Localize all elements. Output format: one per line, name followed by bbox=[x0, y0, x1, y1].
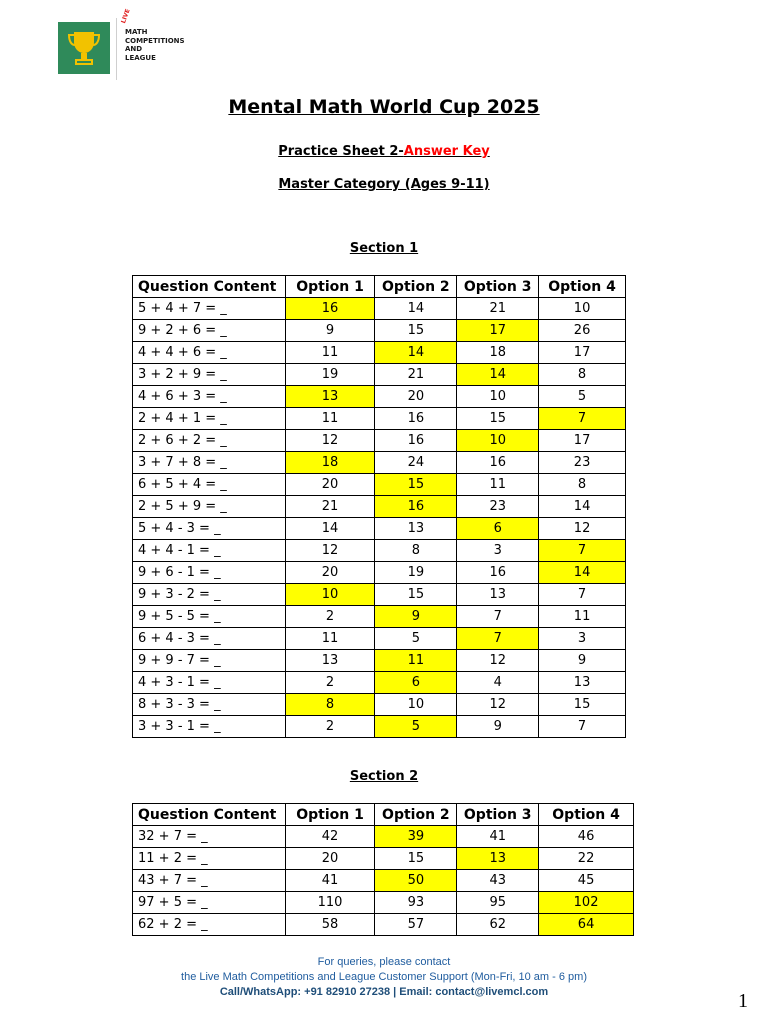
option-cell: 43 bbox=[457, 870, 539, 892]
option-cell: 13 bbox=[375, 518, 457, 540]
correct-option-cell: 17 bbox=[457, 320, 539, 342]
table-row bbox=[133, 694, 626, 716]
question-cell: 32 + 7 = _ bbox=[133, 826, 286, 848]
correct-option-cell: 15 bbox=[375, 474, 457, 496]
option-cell: 21 bbox=[375, 364, 457, 386]
correct-option-cell: 10 bbox=[285, 584, 375, 606]
option-cell: 17 bbox=[539, 342, 626, 364]
question-cell: 4 + 6 + 3 = _ bbox=[133, 386, 286, 408]
logo-live-text: LIVE bbox=[120, 8, 132, 25]
option-cell: 14 bbox=[285, 518, 375, 540]
question-cell: 5 + 4 - 3 = _ bbox=[133, 518, 286, 540]
option-cell: 20 bbox=[375, 386, 457, 408]
option-cell: 95 bbox=[457, 892, 539, 914]
option-cell: 41 bbox=[457, 826, 539, 848]
category-label: Master Category (Ages 9-11) bbox=[278, 177, 490, 192]
table-row bbox=[133, 386, 626, 408]
option-cell: 12 bbox=[539, 518, 626, 540]
table-row bbox=[133, 474, 626, 496]
option-cell: 16 bbox=[457, 562, 539, 584]
table-row bbox=[133, 606, 626, 628]
option-cell: 62 bbox=[457, 914, 539, 936]
question-cell: 4 + 3 - 1 = _ bbox=[133, 672, 286, 694]
header-option-2: Option 2 bbox=[375, 276, 457, 298]
option-cell: 2 bbox=[285, 716, 375, 738]
correct-option-cell: 64 bbox=[539, 914, 634, 936]
question-cell: 9 + 2 + 6 = _ bbox=[133, 320, 286, 342]
question-cell: 2 + 4 + 1 = _ bbox=[133, 408, 286, 430]
option-cell: 15 bbox=[375, 584, 457, 606]
question-cell: 11 + 2 = _ bbox=[133, 848, 286, 870]
option-cell: 12 bbox=[457, 650, 539, 672]
option-cell: 4 bbox=[457, 672, 539, 694]
correct-option-cell: 7 bbox=[539, 408, 626, 430]
option-cell: 11 bbox=[457, 474, 539, 496]
option-cell: 19 bbox=[285, 364, 375, 386]
table-row bbox=[133, 584, 626, 606]
header-row bbox=[133, 276, 626, 298]
option-cell: 16 bbox=[375, 408, 457, 430]
option-cell: 9 bbox=[285, 320, 375, 342]
option-cell: 21 bbox=[457, 298, 539, 320]
correct-option-cell: 6 bbox=[457, 518, 539, 540]
table-row bbox=[133, 870, 634, 892]
correct-option-cell: 7 bbox=[539, 540, 626, 562]
option-cell: 23 bbox=[457, 496, 539, 518]
table-row bbox=[133, 320, 626, 342]
option-cell: 10 bbox=[457, 386, 539, 408]
option-cell: 19 bbox=[375, 562, 457, 584]
option-cell: 8 bbox=[539, 364, 626, 386]
option-cell: 15 bbox=[457, 408, 539, 430]
option-cell: 5 bbox=[539, 386, 626, 408]
option-cell: 14 bbox=[539, 496, 626, 518]
header-option-1: Option 1 bbox=[285, 276, 375, 298]
table-row bbox=[133, 914, 634, 936]
option-cell: 21 bbox=[285, 496, 375, 518]
option-cell: 13 bbox=[457, 584, 539, 606]
table-row bbox=[133, 826, 634, 848]
table-row bbox=[133, 540, 626, 562]
option-cell: 110 bbox=[285, 892, 375, 914]
option-cell: 20 bbox=[285, 562, 375, 584]
subtitle-prefix: Practice Sheet 2- bbox=[278, 144, 404, 159]
option-cell: 3 bbox=[457, 540, 539, 562]
header-question-content: Question Content bbox=[133, 804, 286, 826]
correct-option-cell: 14 bbox=[457, 364, 539, 386]
option-cell: 15 bbox=[375, 848, 457, 870]
correct-option-cell: 6 bbox=[375, 672, 457, 694]
question-cell: 5 + 4 + 7 = _ bbox=[133, 298, 286, 320]
question-cell: 97 + 5 = _ bbox=[133, 892, 286, 914]
option-cell: 12 bbox=[457, 694, 539, 716]
option-cell: 11 bbox=[285, 628, 375, 650]
option-cell: 10 bbox=[375, 694, 457, 716]
table-row bbox=[133, 298, 626, 320]
option-cell: 7 bbox=[457, 606, 539, 628]
header-option-2: Option 2 bbox=[375, 804, 457, 826]
option-cell: 57 bbox=[375, 914, 457, 936]
correct-option-cell: 5 bbox=[375, 716, 457, 738]
correct-option-cell: 14 bbox=[539, 562, 626, 584]
header-row bbox=[133, 804, 634, 826]
header-option-3: Option 3 bbox=[457, 804, 539, 826]
option-cell: 45 bbox=[539, 870, 634, 892]
trophy-icon bbox=[58, 22, 110, 74]
option-cell: 20 bbox=[285, 474, 375, 496]
question-cell: 3 + 2 + 9 = _ bbox=[133, 364, 286, 386]
correct-option-cell: 10 bbox=[457, 430, 539, 452]
option-cell: 11 bbox=[285, 342, 375, 364]
correct-option-cell: 16 bbox=[375, 496, 457, 518]
table-row bbox=[133, 716, 626, 738]
question-cell: 9 + 6 - 1 = _ bbox=[133, 562, 286, 584]
option-cell: 11 bbox=[539, 606, 626, 628]
correct-option-cell: 102 bbox=[539, 892, 634, 914]
table-row bbox=[133, 672, 626, 694]
brand-logo bbox=[58, 8, 185, 80]
question-cell: 3 + 3 - 1 = _ bbox=[133, 716, 286, 738]
header-option-4: Option 4 bbox=[539, 276, 626, 298]
option-cell: 15 bbox=[375, 320, 457, 342]
table-row bbox=[133, 848, 634, 870]
table-row bbox=[133, 408, 626, 430]
option-cell: 15 bbox=[539, 694, 626, 716]
option-cell: 26 bbox=[539, 320, 626, 342]
practice-sheet-subtitle bbox=[0, 144, 768, 159]
section-1-title: Section 1 bbox=[349, 241, 419, 256]
option-cell: 41 bbox=[285, 870, 375, 892]
correct-option-cell: 7 bbox=[457, 628, 539, 650]
option-cell: 3 bbox=[539, 628, 626, 650]
option-cell: 17 bbox=[539, 430, 626, 452]
question-cell: 6 + 4 - 3 = _ bbox=[133, 628, 286, 650]
question-cell: 9 + 3 - 2 = _ bbox=[133, 584, 286, 606]
question-cell: 6 + 5 + 4 = _ bbox=[133, 474, 286, 496]
correct-option-cell: 16 bbox=[285, 298, 375, 320]
table-row bbox=[133, 342, 626, 364]
option-cell: 7 bbox=[539, 716, 626, 738]
option-cell: 9 bbox=[539, 650, 626, 672]
answer-key-label: Answer Key bbox=[403, 144, 490, 159]
table-row bbox=[133, 430, 626, 452]
footer-support-line: the Live Math Competitions and League Customer Support (Mon-Fri, 10 am - 6 pm) bbox=[181, 971, 587, 983]
option-cell: 23 bbox=[539, 452, 626, 474]
question-cell: 9 + 5 - 5 = _ bbox=[133, 606, 286, 628]
option-cell: 5 bbox=[375, 628, 457, 650]
logo-text: MATH COMPETITIONS AND LEAGUE bbox=[125, 28, 185, 62]
option-cell: 14 bbox=[375, 298, 457, 320]
option-cell: 9 bbox=[457, 716, 539, 738]
table-row bbox=[133, 496, 626, 518]
option-cell: 16 bbox=[375, 430, 457, 452]
table-row bbox=[133, 628, 626, 650]
table-row bbox=[133, 518, 626, 540]
question-cell: 4 + 4 - 1 = _ bbox=[133, 540, 286, 562]
question-cell: 43 + 7 = _ bbox=[133, 870, 286, 892]
option-cell: 24 bbox=[375, 452, 457, 474]
option-cell: 42 bbox=[285, 826, 375, 848]
option-cell: 13 bbox=[539, 672, 626, 694]
correct-option-cell: 50 bbox=[375, 870, 457, 892]
section-2-table bbox=[132, 803, 634, 936]
table-row bbox=[133, 562, 626, 584]
header-question-content: Question Content bbox=[133, 276, 286, 298]
correct-option-cell: 13 bbox=[285, 386, 375, 408]
page-number: 1 bbox=[738, 990, 748, 1012]
question-cell: 4 + 4 + 6 = _ bbox=[133, 342, 286, 364]
question-cell: 9 + 9 - 7 = _ bbox=[133, 650, 286, 672]
option-cell: 10 bbox=[539, 298, 626, 320]
option-cell: 12 bbox=[285, 430, 375, 452]
table-row bbox=[133, 364, 626, 386]
option-cell: 8 bbox=[375, 540, 457, 562]
option-cell: 46 bbox=[539, 826, 634, 848]
option-cell: 12 bbox=[285, 540, 375, 562]
option-cell: 7 bbox=[539, 584, 626, 606]
option-cell: 13 bbox=[285, 650, 375, 672]
footer-contact-line: For queries, please contact bbox=[317, 956, 451, 968]
table-row bbox=[133, 650, 626, 672]
correct-option-cell: 8 bbox=[285, 694, 375, 716]
question-cell: 62 + 2 = _ bbox=[133, 914, 286, 936]
page-title: Mental Math World Cup 2025 bbox=[228, 96, 540, 118]
option-cell: 20 bbox=[285, 848, 375, 870]
correct-option-cell: 11 bbox=[375, 650, 457, 672]
footer-phone-email: Call/WhatsApp: +91 82910 27238 | Email: contact@livemcl.com bbox=[219, 986, 549, 998]
correct-option-cell: 39 bbox=[375, 826, 457, 848]
header-option-1: Option 1 bbox=[285, 804, 375, 826]
logo-divider bbox=[116, 18, 117, 80]
option-cell: 2 bbox=[285, 606, 375, 628]
option-cell: 8 bbox=[539, 474, 626, 496]
section-2-title: Section 2 bbox=[349, 769, 419, 784]
option-cell: 16 bbox=[457, 452, 539, 474]
correct-option-cell: 18 bbox=[285, 452, 375, 474]
question-cell: 2 + 5 + 9 = _ bbox=[133, 496, 286, 518]
option-cell: 22 bbox=[539, 848, 634, 870]
option-cell: 2 bbox=[285, 672, 375, 694]
correct-option-cell: 13 bbox=[457, 848, 539, 870]
question-cell: 3 + 7 + 8 = _ bbox=[133, 452, 286, 474]
option-cell: 11 bbox=[285, 408, 375, 430]
option-cell: 18 bbox=[457, 342, 539, 364]
table-row bbox=[133, 892, 634, 914]
question-cell: 8 + 3 - 3 = _ bbox=[133, 694, 286, 716]
table-row bbox=[133, 452, 626, 474]
option-cell: 58 bbox=[285, 914, 375, 936]
section-1-table bbox=[132, 275, 626, 738]
header-option-3: Option 3 bbox=[457, 276, 539, 298]
header-option-4: Option 4 bbox=[539, 804, 634, 826]
correct-option-cell: 9 bbox=[375, 606, 457, 628]
question-cell: 2 + 6 + 2 = _ bbox=[133, 430, 286, 452]
correct-option-cell: 14 bbox=[375, 342, 457, 364]
option-cell: 93 bbox=[375, 892, 457, 914]
